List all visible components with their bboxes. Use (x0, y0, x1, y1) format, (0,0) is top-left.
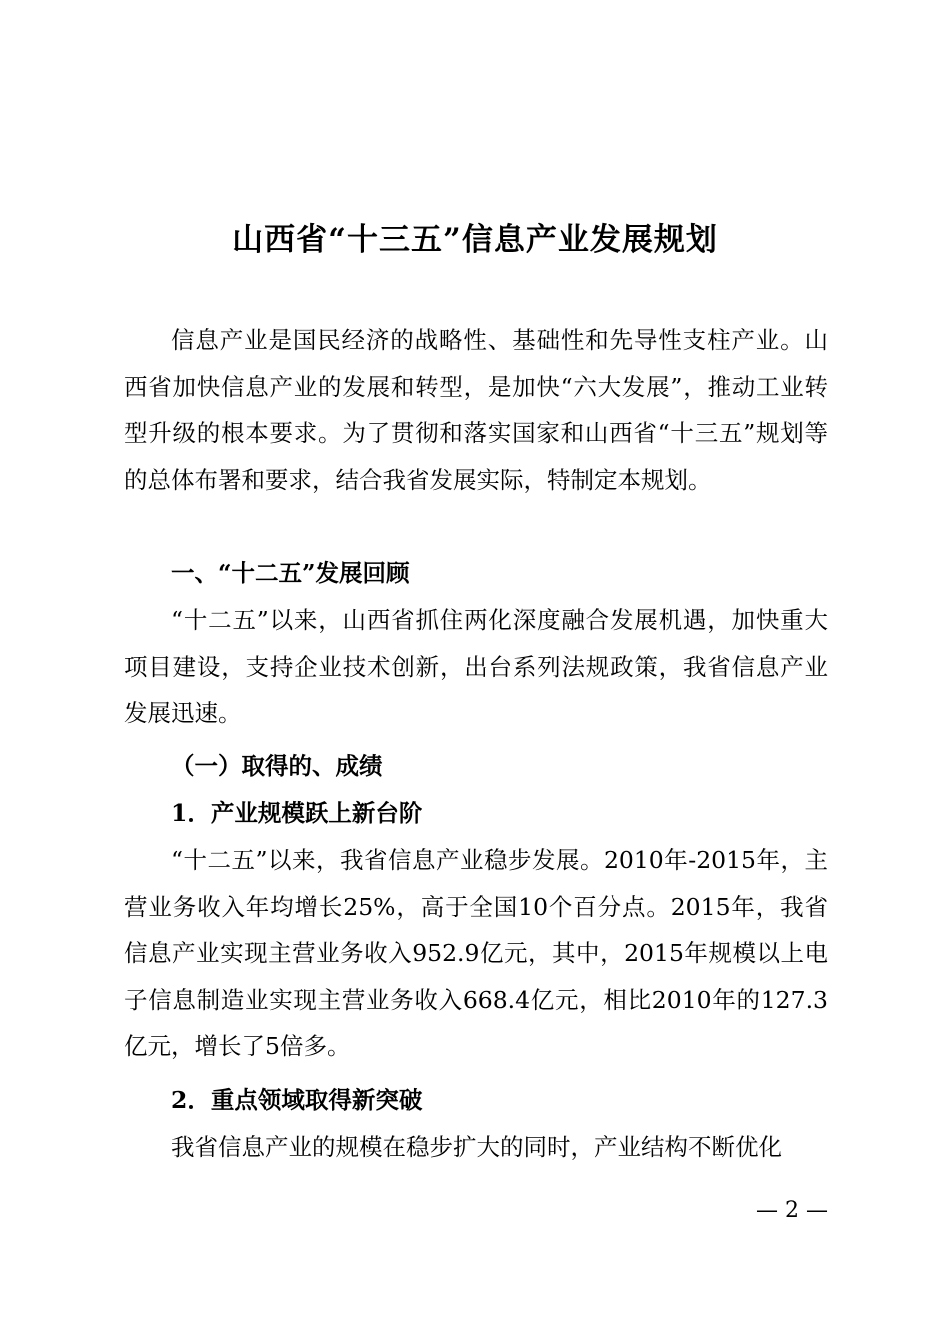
item-heading-industry-scale: 1．产业规模跃上新台阶 (171, 799, 423, 827)
section-heading-review: 一、“十二五”发展回顾 (171, 559, 410, 587)
document-title: 山西省“十三五”信息产业发展规划 (232, 222, 718, 258)
item-heading-key-fields: 2．重点领域取得新突破 (171, 1086, 423, 1114)
subsection-heading-achievements: （一）取得的、成绩 (171, 752, 383, 780)
industry-scale-paragraph: “十二五”以来，我省信息产业稳步发展。2010年-2015年，主营业务收入年均增长25%，高于全国10个百分点。2015年，我省信息产业实现主营业务收入952.9亿元，其中，2015年规模以上电子信息制造业实现主营业务收入668.4亿元，相比2010年的127.3亿元，增长了5倍多。 (124, 846, 828, 1061)
section-review-paragraph: “十二五”以来，山西省抓住两化深度融合发展机遇，加快重大项目建设，支持企业技术创新，出台系列法规政策，我省信息产业发展迅速。 (124, 606, 828, 728)
intro-paragraph: 信息产业是国民经济的战略性、基础性和先导性支柱产业。山西省加快信息产业的发展和转型，是加快“六大发展”，推动工业转型升级的根本要求。为了贯彻和落实国家和山西省“十三五”规划等的总体布署和要求，结合我省发展实际，特制定本规划。 (124, 326, 828, 494)
key-fields-paragraph: 我省信息产业的规模在稳步扩大的同时，产业结构不断优化 (171, 1133, 782, 1161)
page-number: — 2 — (756, 1198, 828, 1223)
